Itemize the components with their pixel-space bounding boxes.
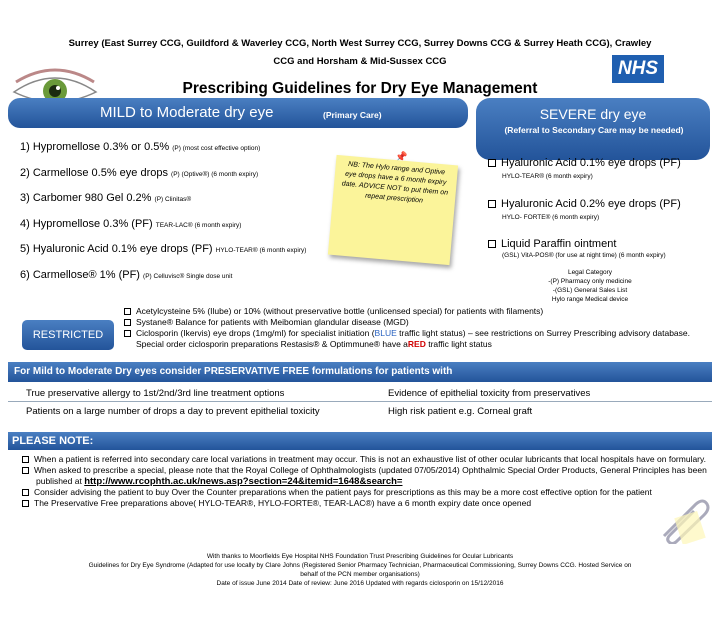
- item-name: Hypromellose 0.3% or 0.5%: [32, 141, 170, 153]
- please-note-list: [22, 454, 712, 509]
- item-name: Liquid Paraffin ointment: [501, 238, 617, 250]
- checkbox-icon: [22, 456, 29, 463]
- restricted-item: Acetylcysteine 5% (Ilube) or 10% (without preservative bottle (unlicensed special) for patients with filaments): [124, 306, 714, 317]
- severe-item-1: [488, 157, 681, 181]
- checkbox-icon: [22, 467, 29, 474]
- item-detail: (P) Clinitas®: [154, 196, 192, 203]
- legal-line: Hylo range Medical device: [551, 296, 629, 303]
- pf-cell: High risk patient e.g. Corneal graft: [388, 406, 533, 417]
- item-number: 5): [20, 243, 30, 255]
- mild-subtitle: (Primary Care): [323, 110, 382, 120]
- item-name: Hyaluronic Acid 0.1% eye drops (PF): [501, 157, 681, 169]
- item-detail: (GSL) VitA-POS® (for use at night time) (6 month expiry): [502, 252, 666, 259]
- restricted-item: Ciclosporin (Ikervis) eye drops (1mg/ml) for specialist initiation (BLUE traffic light status) – see restrictions on Surrey Prescribing advisory database. Special order ciclosporin preparations Restasis® & Optimmune® have aRED traffic light status: [124, 328, 714, 350]
- pf-cell: Patients on a large number of drops a day to prevent epithelial toxicity: [26, 406, 320, 417]
- footer-line: Guidelines for Dry Eye Syndrome (Adapted for use locally by Clare Johns (Registered Senior Pharmacy Technician, Pharmaceutical Commissioning, Surrey Downs CCG. Hosted Service on: [88, 562, 632, 569]
- header-line-1: Surrey (East Surrey CCG, Guildford & Waverley CCG, North West Surrey CCG, Surrey Downs CCG & Surrey Heath CCG), Crawley: [68, 38, 652, 49]
- item-detail: TEAR-LAC® (6 month expiry): [155, 222, 242, 229]
- pf-cell: Evidence of epithelial toxicity from preservatives: [388, 388, 591, 399]
- legal-category: [470, 268, 710, 304]
- note-item: When asked to prescribe a special, please note that the Royal College of Ophthalmologists (updated 07/05/2014) Ophthalmic Special Order Products, General Principles has been published at http://www.rcophth.ac.uk/news.asp?section=24&itemid=1648&search=: [22, 465, 712, 487]
- footer: [0, 552, 720, 588]
- item-name: Carbomer 980 Gel 0.2%: [32, 192, 152, 204]
- footer-line: behalf of the PCN member organisations): [300, 571, 420, 578]
- legal-line: -(P) Pharmacy only medicine: [548, 278, 632, 285]
- checkbox-icon: [488, 159, 496, 167]
- checkbox-icon: [488, 200, 496, 208]
- severe-item-3: [488, 238, 706, 260]
- restricted-item: Systane® Balance for patients with Meibomian glandular disease (MGD): [124, 317, 714, 328]
- checkbox-icon: [22, 500, 29, 507]
- checkbox-icon: [124, 319, 131, 326]
- footer-line: Date of issue June 2014 Date of review: June 2016 Updated with regards ciclosporin on 15/12/2016: [216, 580, 504, 587]
- note-item: The Preservative Free preparations above( HYLO-TEAR®, HYLO-FORTE®, TEAR-LAC®) have a 6 month expiry date once opened: [22, 498, 712, 509]
- mild-item-4: [20, 218, 241, 230]
- item-detail: (P) Celluvisc® Single dose unit: [143, 273, 233, 280]
- item-number: 6): [20, 269, 30, 281]
- severe-banner: [476, 98, 710, 160]
- severe-item-2: [488, 198, 681, 222]
- item-detail: HYLO- FORTE® (6 month expiry): [502, 214, 600, 221]
- item-number: 3): [20, 192, 30, 204]
- preservative-free-bar: For Mild to Moderate Dry eyes consider PRESERVATIVE FREE formulations for patients with: [8, 362, 712, 382]
- item-number: 1): [20, 141, 30, 153]
- severe-subtitle: (Referral to Secondary Care may be needed): [504, 125, 684, 135]
- pf-cell: True preservative allergy to 1st/2nd/3rd line treatment options: [26, 388, 285, 399]
- legal-line: -(GSL) General Sales List: [552, 287, 628, 294]
- note-item: Consider advising the patient to buy Over the Counter preparations when the patient pays for prescriptions as this may be a more cost effective option for the patient: [22, 487, 712, 498]
- item-name: Hyaluronic Acid 0.1% eye drops (PF): [32, 243, 213, 255]
- item-detail: (P) (most cost effective option): [172, 145, 261, 152]
- legal-line: Legal Category: [567, 269, 613, 276]
- checkbox-icon: [124, 308, 131, 315]
- checkbox-icon: [22, 489, 29, 496]
- divider: [8, 401, 712, 402]
- mild-item-5: [20, 243, 306, 255]
- header-line-2: CCG and Horsham & Mid-Sussex CCG: [273, 56, 447, 67]
- nhs-logo: NHS: [612, 55, 664, 83]
- item-name: Carmellose® 1% (PF): [32, 269, 140, 281]
- page-title: Prescribing Guidelines for Dry Eye Management: [182, 80, 538, 97]
- note-item: When a patient is referred into secondary care local variations in treatment may occur. This is not an exhaustive list of other ocular lubricants that local hospitals have on formulary.: [22, 454, 712, 465]
- item-detail: (P) (Optive®) (6 month expiry): [171, 171, 259, 178]
- restricted-badge: RESTRICTED: [22, 320, 114, 350]
- footer-line: With thanks to Moorfields Eye Hospital NHS Foundation Trust Prescribing Guidelines for Ocular Lubricants: [206, 553, 514, 560]
- item-name: Hyaluronic Acid 0.2% eye drops (PF): [501, 198, 681, 210]
- paperclip-icon: [656, 496, 710, 544]
- severe-title: SEVERE dry eye: [539, 106, 647, 122]
- item-detail: HYLO-TEAR® (6 month expiry): [215, 247, 307, 254]
- item-number: 4): [20, 218, 30, 230]
- mild-title: MILD to Moderate dry eye: [100, 104, 274, 121]
- blue-status: BLUE: [374, 328, 397, 338]
- mild-item-3: [20, 192, 191, 204]
- pushpin-icon: 📌: [395, 152, 408, 163]
- restricted-list: [124, 306, 714, 350]
- item-name: Carmellose 0.5% eye drops: [32, 167, 168, 179]
- mild-item-1: [20, 141, 260, 153]
- item-name: Hypromellose 0.3% (PF): [32, 218, 153, 230]
- mild-item-2: [20, 167, 258, 179]
- checkbox-icon: [124, 330, 131, 337]
- item-number: 2): [20, 167, 30, 179]
- sticky-note: NB: The Hylo range and Optive eye drops have a 6 month expiry date. ADVICE NOT to put them on repeat prescription: [328, 155, 458, 265]
- mild-item-6: [20, 269, 232, 281]
- please-note-bar: PLEASE NOTE:: [8, 432, 712, 450]
- red-status: RED: [407, 339, 426, 349]
- mild-banner: [8, 98, 468, 128]
- item-detail: HYLO-TEAR® (6 month expiry): [502, 173, 593, 180]
- rcophth-link[interactable]: http://www.rcophth.ac.uk/news.asp?section=24&itemid=1648&search=: [84, 476, 403, 487]
- checkbox-icon: [488, 240, 496, 248]
